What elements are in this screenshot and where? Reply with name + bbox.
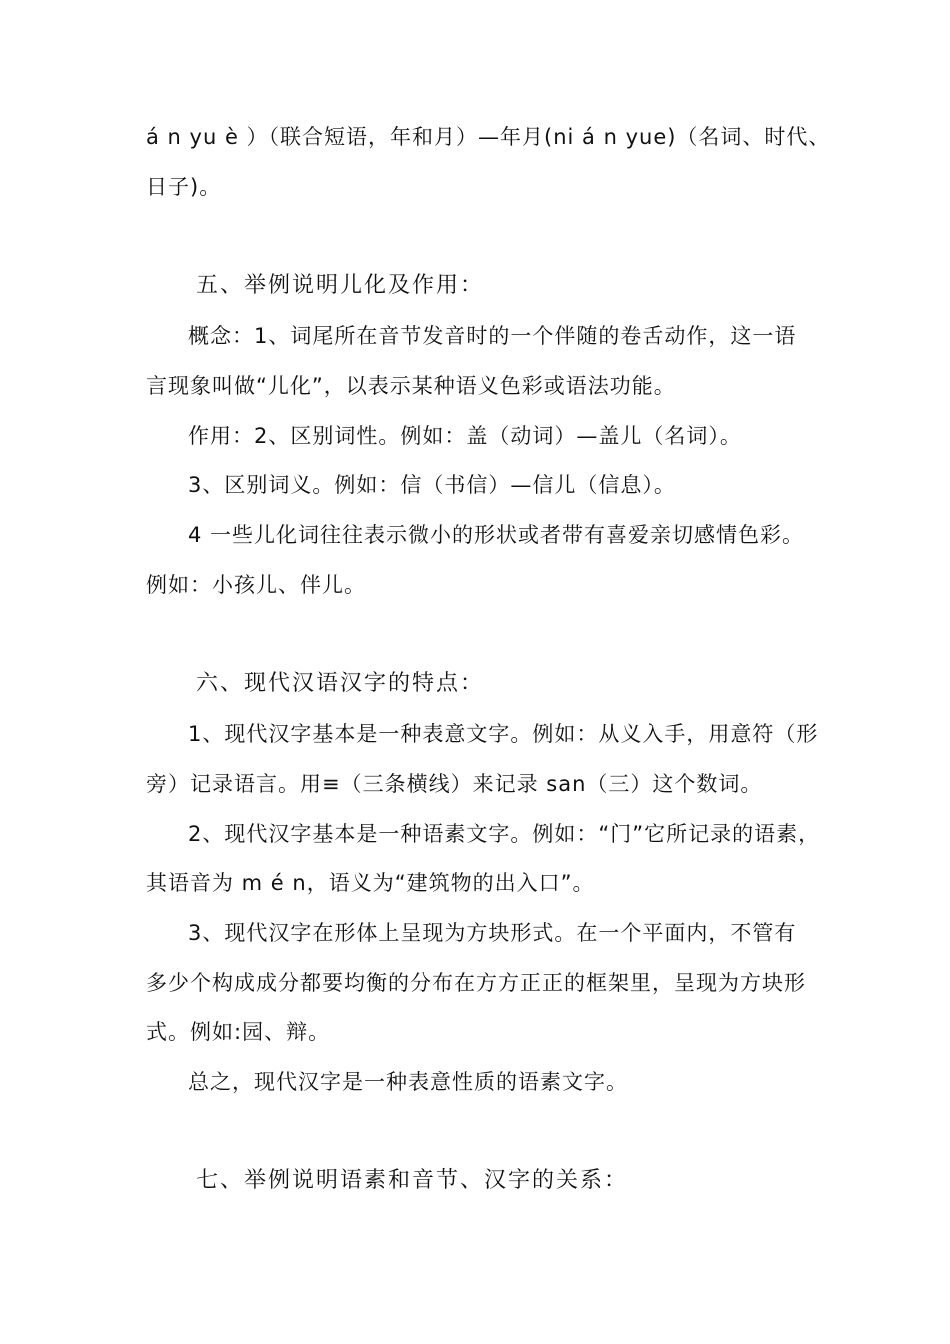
text-line: á n yu è ）（联合短语，年和月）—年月(ni á n yue)（名词、时代、 (146, 125, 831, 149)
text-line: 4 一些儿化词往往表示微小的形状或者带有喜爱亲切感情色彩。 (188, 523, 805, 547)
section-heading: 七、举例说明语素和音节、汉字的关系： (196, 1168, 629, 1193)
section-heading: 五、举例说明儿化及作用： (196, 273, 485, 298)
text-line: 多少个构成成分都要均衡的分布在方方正正的框架里，呈现为方块形 (146, 971, 806, 995)
text-line: 例如：小孩儿、伴儿。 (146, 573, 366, 597)
text-line: 式。例如:园、辩。 (146, 1020, 331, 1044)
text-line: 日子)。 (146, 175, 222, 199)
text-line: 旁）记录语言。用≡（三条横线）来记录 san（三）这个数词。 (146, 772, 763, 796)
text-line: 3、现代汉字在形体上呈现为方块形式。在一个平面内，不管有 (188, 921, 797, 945)
text-line: 总之，现代汉字是一种表意性质的语素文字。 (188, 1070, 628, 1094)
text-line: 1、现代汉字基本是一种表意文字。例如：从义入手，用意符（形 (188, 722, 819, 746)
text-line: 其语音为 m é n，语义为“建筑物的出入口”。 (146, 871, 595, 895)
section-heading: 六、现代汉语汉字的特点： (196, 671, 485, 696)
text-line: 概念：1、词尾所在音节发音时的一个伴随的卷舌动作，这一语 (188, 324, 797, 348)
text-line: 作用：2、区别词性。例如：盖（动词）—盖儿（名词）。 (188, 424, 742, 448)
text-line: 言现象叫做“儿化”，以表示某种语义色彩或语法功能。 (146, 374, 676, 398)
text-line: 2、现代汉字基本是一种语素文字。例如：“门”它所记录的语素， (188, 822, 821, 846)
text-line: 3、区别词义。例如：信（书信）—信儿（信息）。 (188, 473, 676, 497)
